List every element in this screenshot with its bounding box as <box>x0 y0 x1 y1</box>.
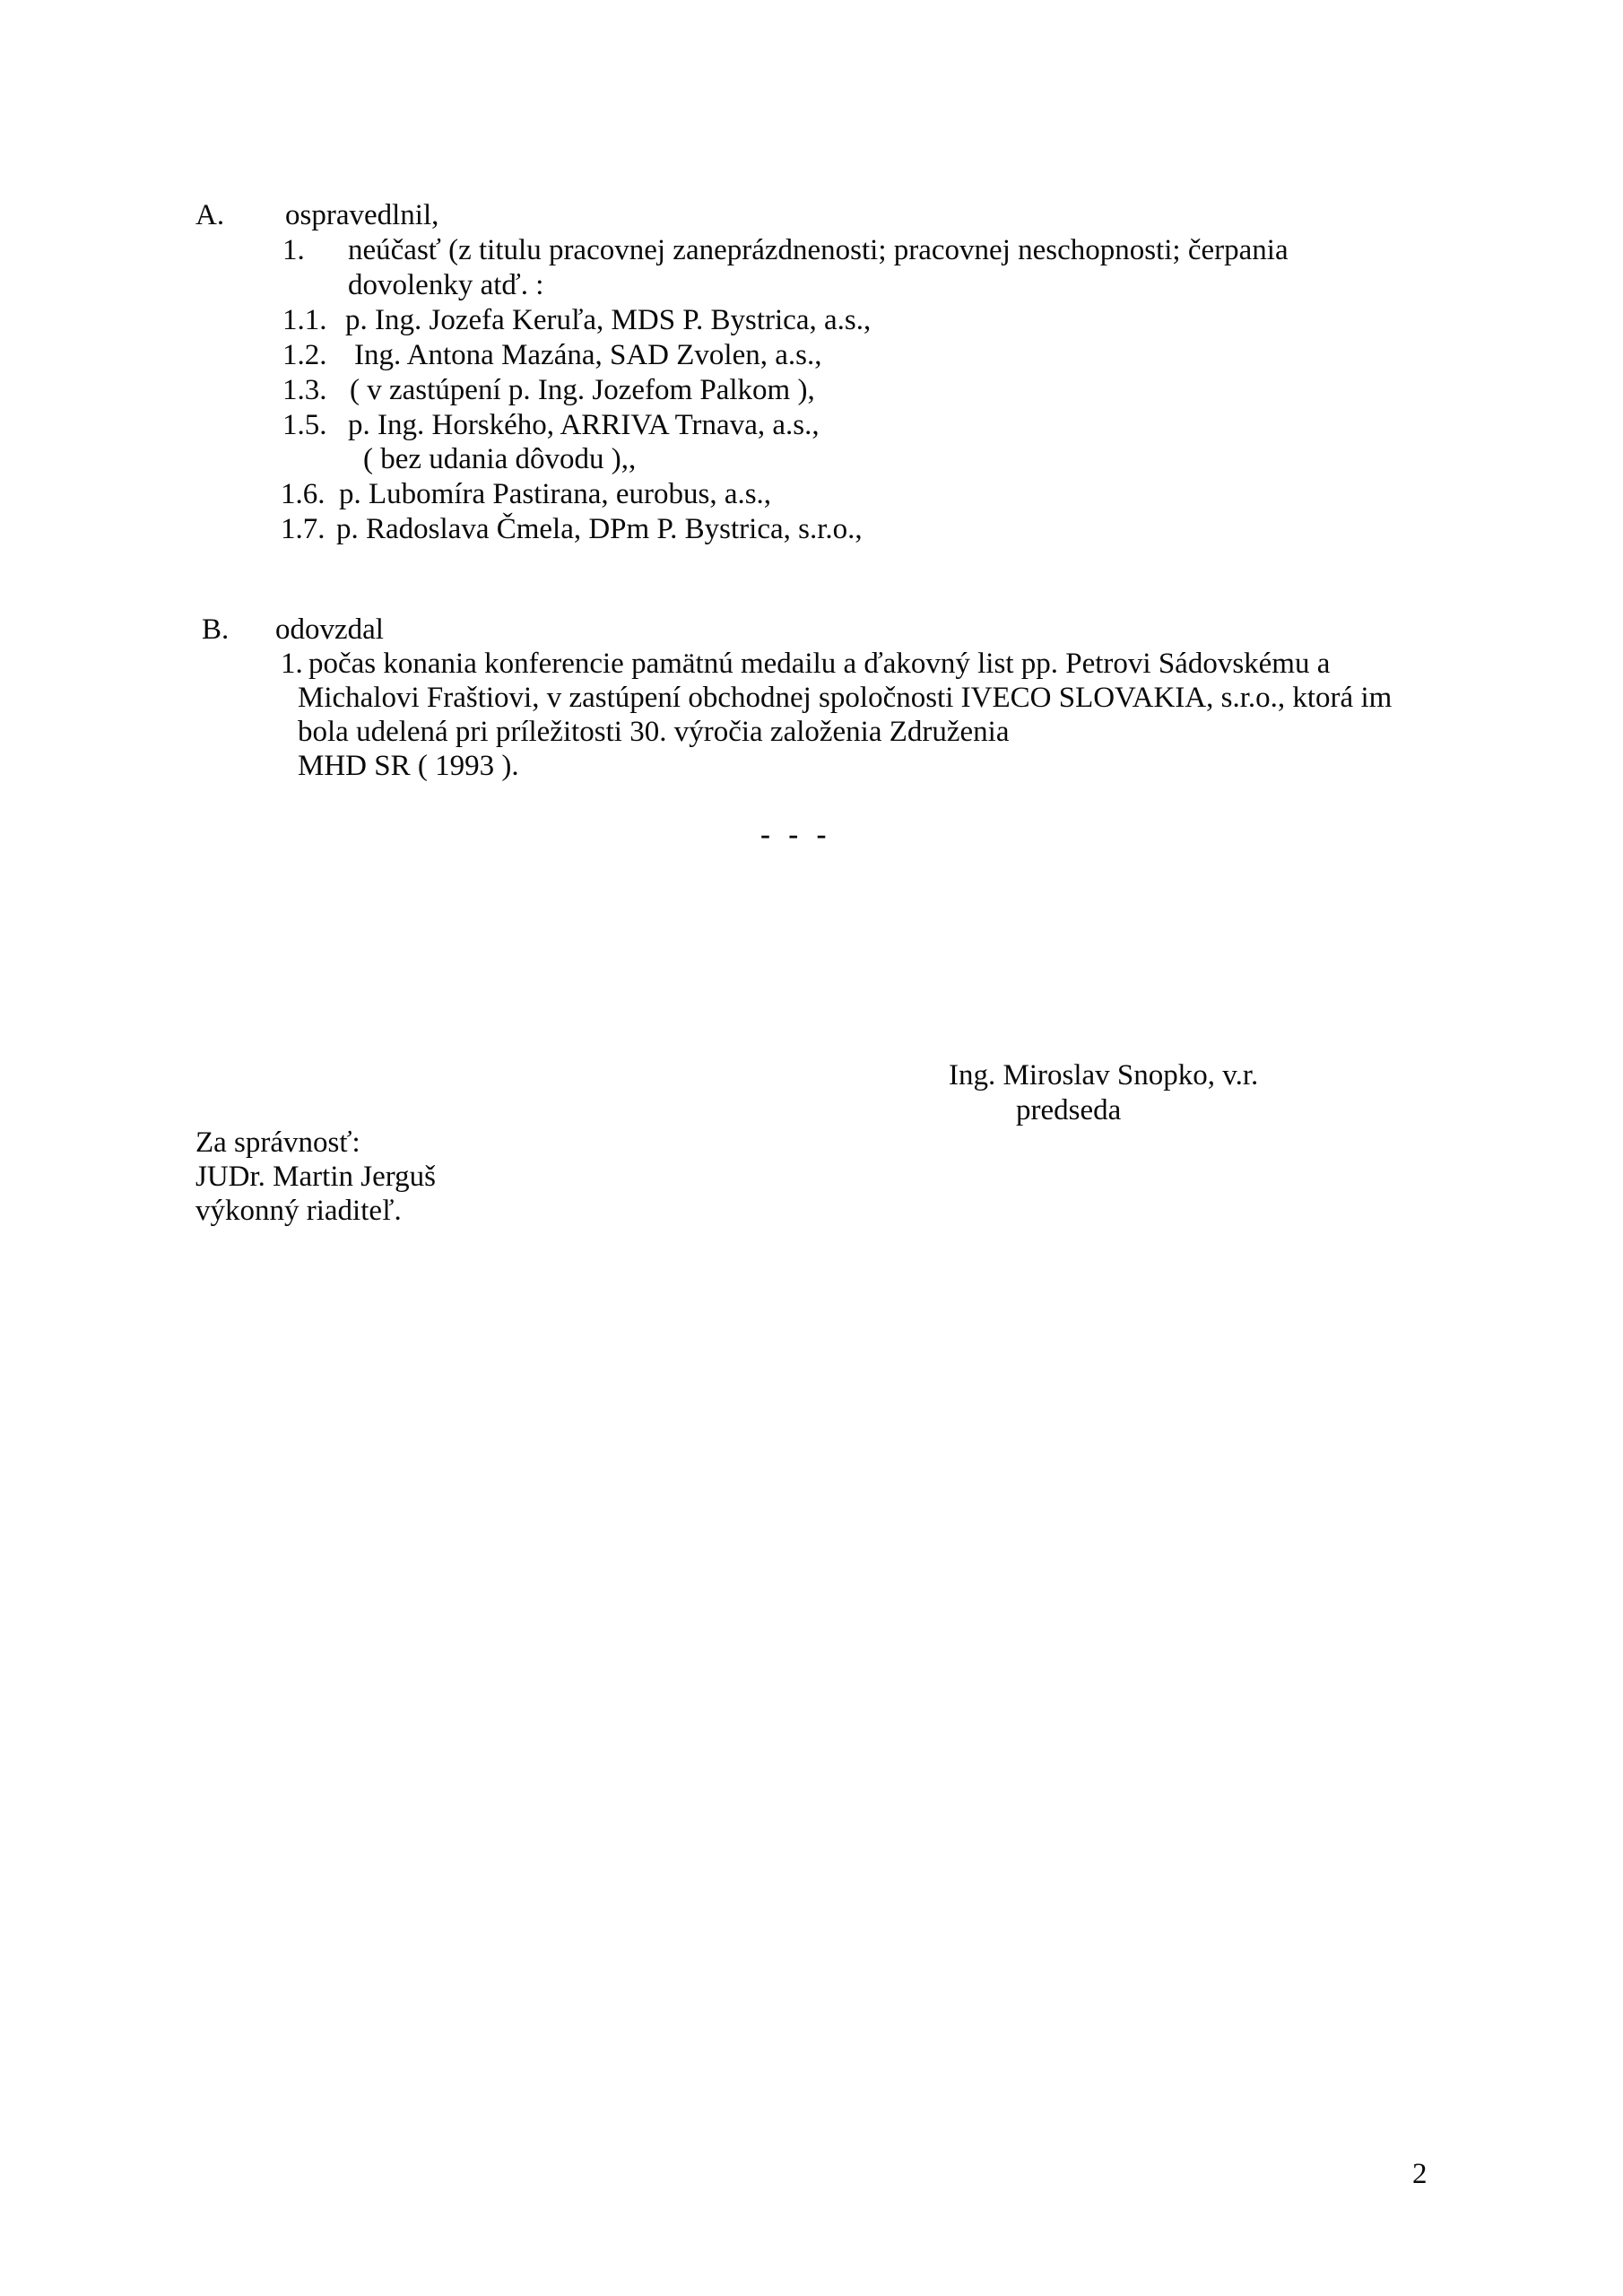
item-text-line: dovolenky atď. : <box>348 269 544 301</box>
subitem-text: p. Ing. Jozefa Keruľa, MDS P. Bystrica, a.s., <box>345 304 872 336</box>
signature-role: predseda <box>1016 1094 1122 1126</box>
section-a-label: A. <box>195 199 225 231</box>
subitem-number: 1.7. <box>281 513 325 545</box>
item-number: 1. <box>282 234 305 266</box>
attestation-name: JUDr. Martin Jerguš <box>195 1161 436 1193</box>
item-text-line: počas konania konferencie pamätnú medailu a ďakovný list pp. Petrovi Sádovskému a <box>308 648 1331 680</box>
section-b-title: odovzdal <box>275 613 384 646</box>
attestation-role: výkonný riaditeľ. <box>195 1195 402 1227</box>
subitem-number: 1.5. <box>282 409 327 441</box>
subitem-number: 1.2. <box>282 339 327 371</box>
subitem-number: 1.1. <box>282 304 327 336</box>
subitem-text: Ing. Antona Mazána, SAD Zvolen, a.s., <box>354 339 822 371</box>
subitem-number: 1.3. <box>282 374 327 406</box>
item-text-line: bola udelená pri príležitosti 30. výročia založenia Združenia <box>298 716 1010 748</box>
subitem-text: p. Ing. Horského, ARRIVA Trnava, a.s., <box>348 409 820 441</box>
attestation-heading: Za správnosť: <box>195 1126 360 1159</box>
item-text-line: neúčasť (z titulu pracovnej zaneprázdnenosti; pracovnej neschopnosti; čerpania <box>348 234 1289 266</box>
subitem-text: p. Lubomíra Pastirana, eurobus, a.s., <box>339 478 772 510</box>
item-number: 1. <box>281 648 303 680</box>
subitem-continuation: ( bez udania dôvodu ),, <box>363 443 637 475</box>
subitem-text: p. Radoslava Čmela, DPm P. Bystrica, s.r.o., <box>336 513 863 545</box>
section-divider: - - - <box>760 819 832 851</box>
signature-name: Ing. Miroslav Snopko, v.r. <box>949 1059 1259 1091</box>
subitem-number: 1.6. <box>281 478 325 510</box>
page-number: 2 <box>1412 2158 1428 2190</box>
subitem-text: ( v zastúpení p. Ing. Jozefom Palkom ), <box>350 374 815 406</box>
section-b-label: B. <box>202 613 230 646</box>
item-text-line: Michalovi Fraštiovi, v zastúpení obchodnej spoločnosti IVECO SLOVAKIA, s.r.o., ktorá im <box>298 682 1393 714</box>
section-a-title: ospravedlnil, <box>285 199 439 231</box>
item-text-line: MHD SR ( 1993 ). <box>298 750 519 782</box>
